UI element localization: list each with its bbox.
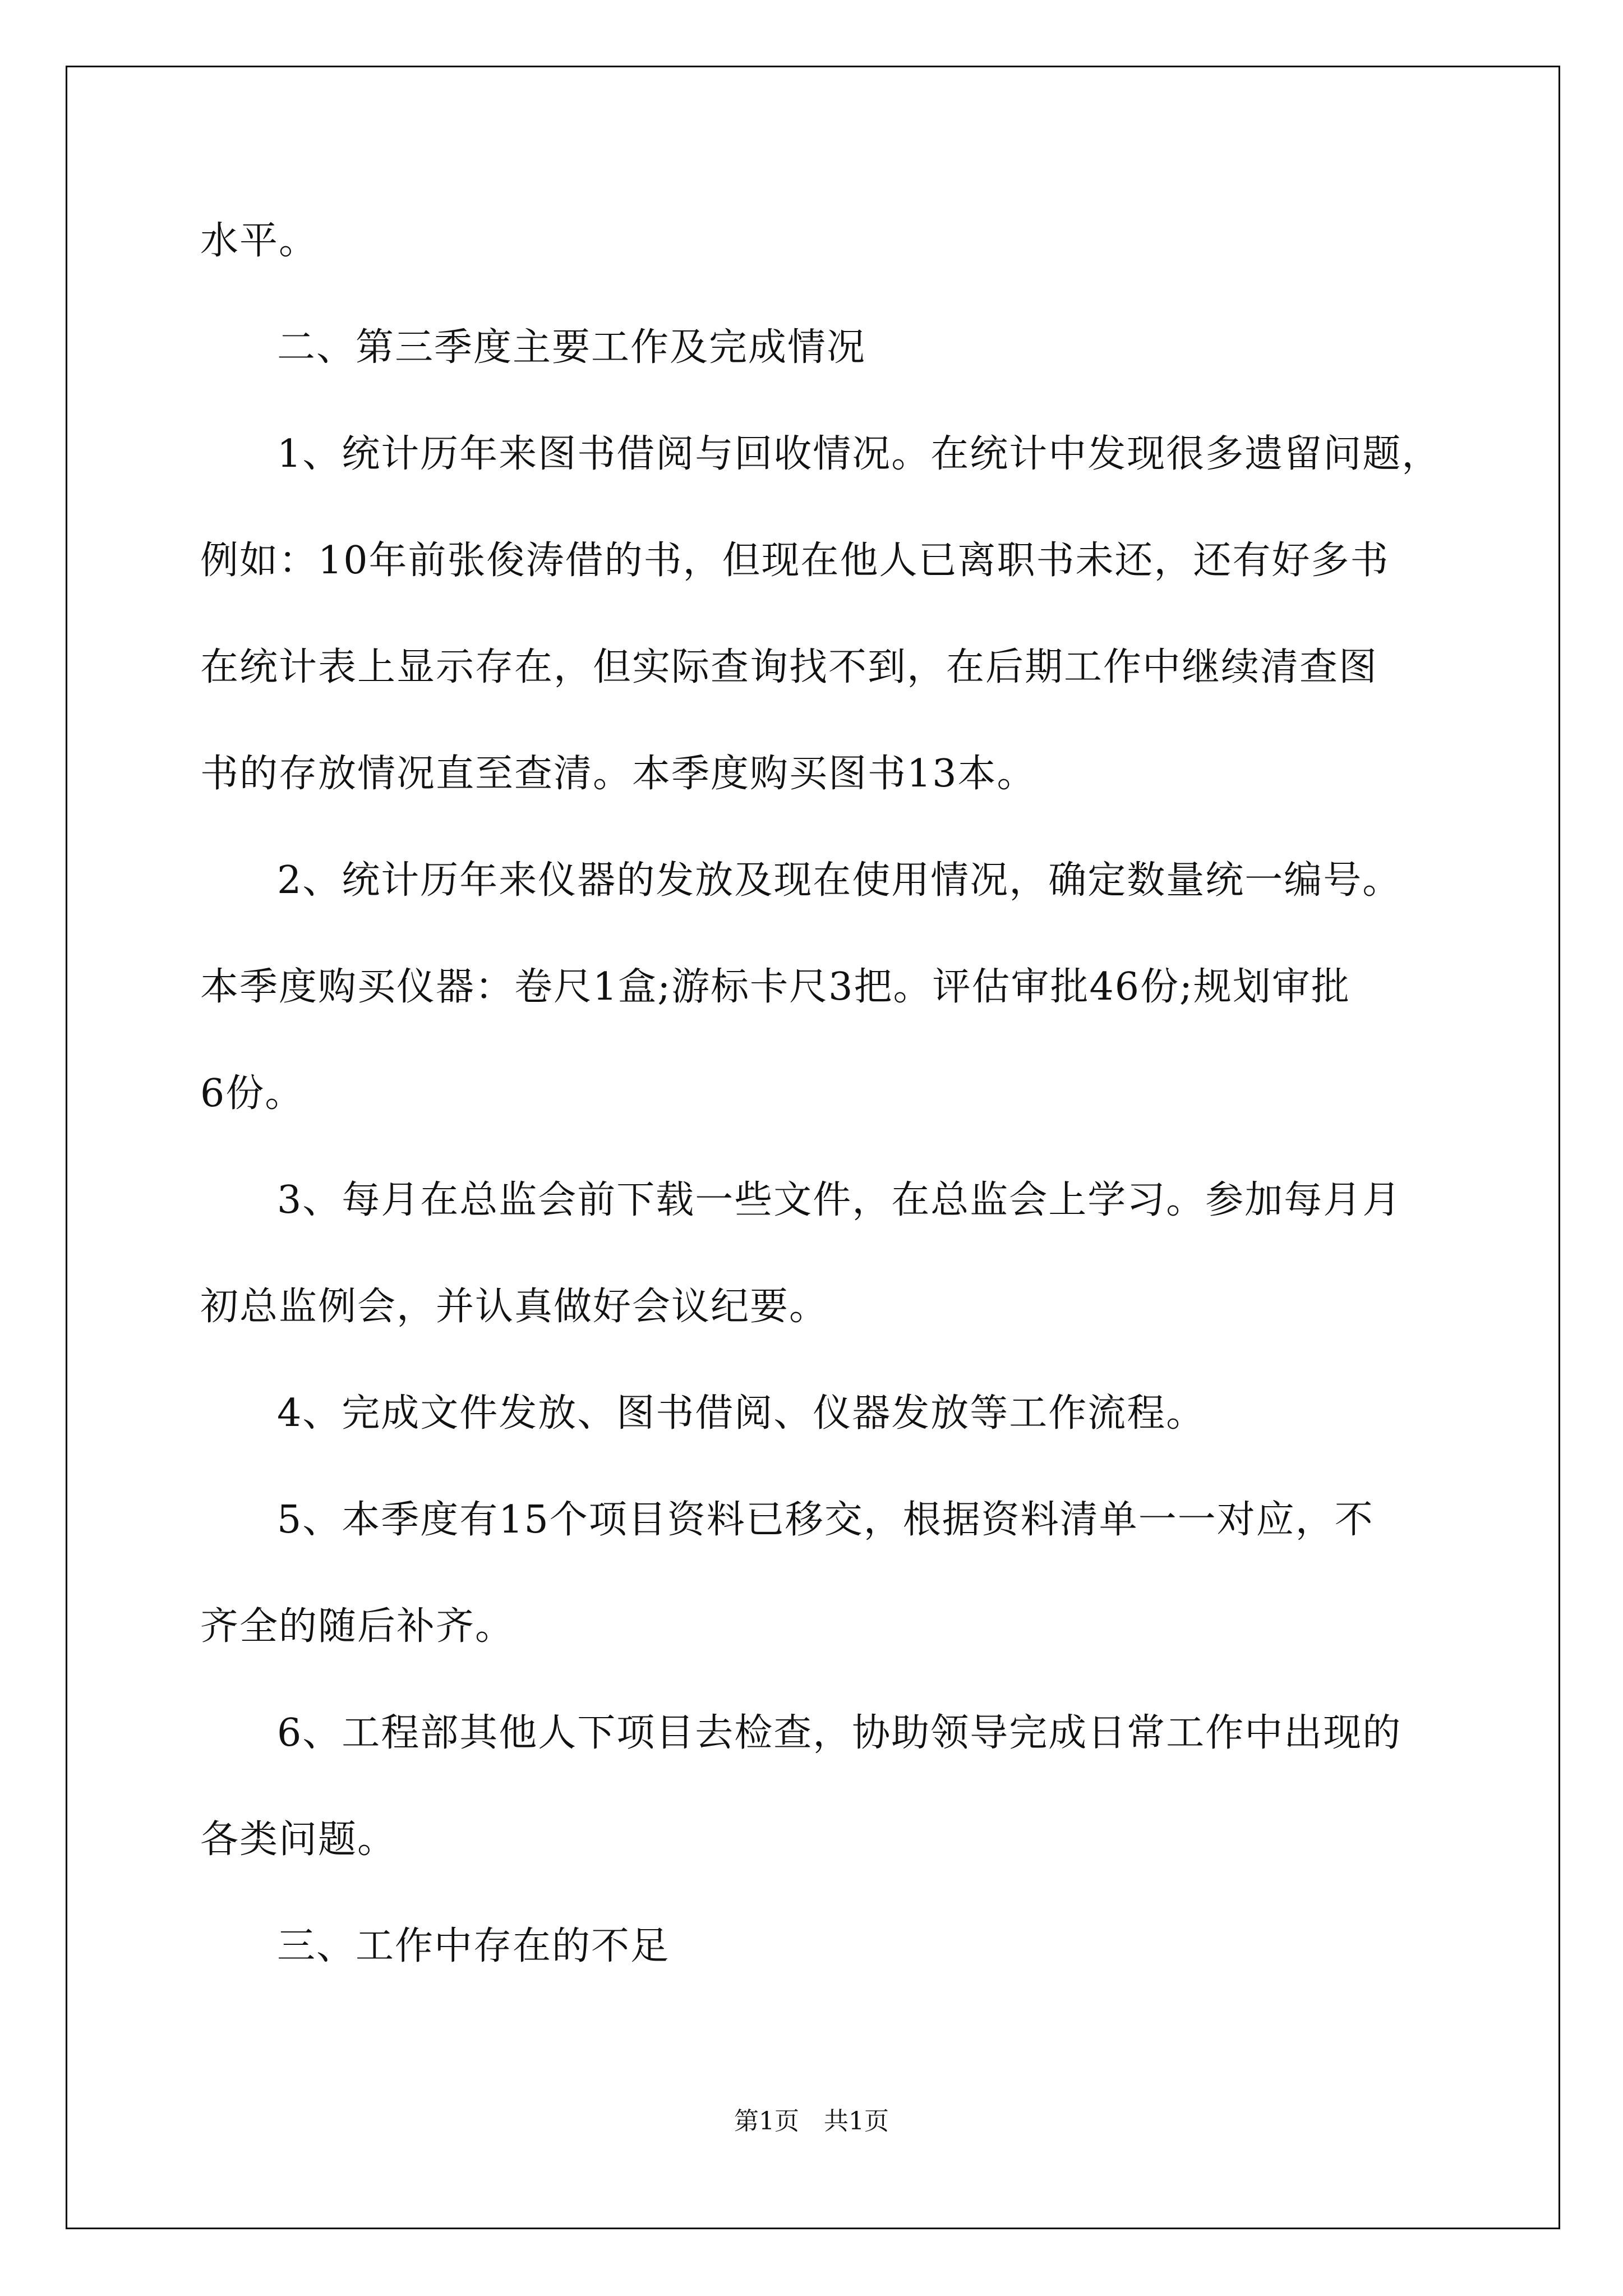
page-number: 第1页 共1页 [734,2107,889,2136]
paragraph-line: 6、工程部其他人下项目去检查，协助领导完成日常工作中出现的 [277,1711,1402,1755]
paragraph-line: 3、每月在总监会前下载一些文件，在总监会上学习。参加每月月 [277,1178,1402,1222]
paragraph-line: 6份。 [200,1071,305,1116]
paragraph-line: 例如：10年前张俊涛借的书，但现在他人已离职书未还，还有好多书 [200,539,1390,583]
paragraph-line: 书的存放情况直至查清。本季度购买图书13本。 [200,752,1036,796]
paragraph-line: 水平。 [200,219,319,263]
paragraph-line: 在统计表上显示存在，但实际查询找不到，在后期工作中继续清查图 [200,645,1378,689]
paragraph-line: 1、统计历年来图书借阅与回收情况。在统计中发现很多遗留问题， [277,432,1441,476]
page-border [66,66,1560,2229]
paragraph-line: 2、统计历年来仪器的发放及现在使用情况，确定数量统一编号。 [277,858,1402,903]
paragraph-line: 初总监例会，并认真做好会议纪要。 [200,1285,829,1329]
paragraph-line: 齐全的随后补齐。 [200,1604,515,1649]
paragraph-line: 5、本季度有15个项目资料已移交，根据资料清单一一对应，不 [277,1498,1374,1542]
section-heading: 三、工作中存在的不足 [277,1924,670,1968]
paragraph-line: 各类问题。 [200,1818,397,1862]
paragraph-line: 本季度购买仪器：卷尺1盒;游标卡尺3把。评估审批46份;规划审批 [200,965,1350,1009]
paragraph-line: 4、完成文件发放、图书借阅、仪器发放等工作流程。 [277,1391,1206,1435]
section-heading: 二、第三季度主要工作及完成情况 [277,325,866,370]
